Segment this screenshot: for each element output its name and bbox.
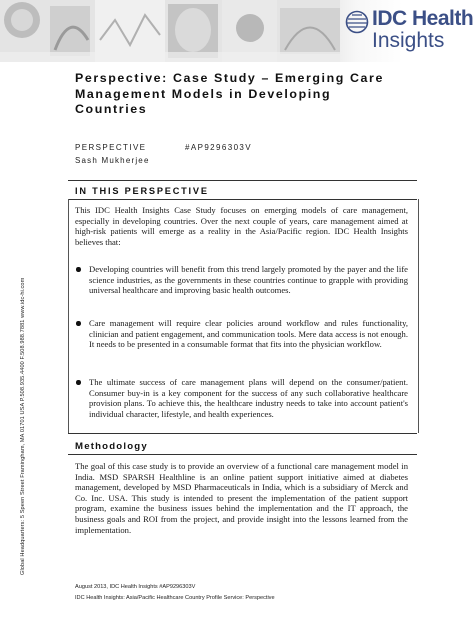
intro-paragraph: This IDC Health Insights Case Study focuses on emerging models of care management, especially in developing countries. Over the next couple of years, care management aimed at high-risk patients will emerge as a reality in the Asia/Pacific region. IDC Health Insights believes that: xyxy=(75,205,408,247)
document-type-label: PERSPECTIVE xyxy=(75,143,147,152)
bullet-icon xyxy=(76,321,81,326)
document-number: #AP9296303V xyxy=(185,143,253,152)
bullet-text: Care management will require clear policies around workflow and rules functionality, clinician and patient engagement, and communication tools. Mere data access is not enough. It needs to be presented in a consumable format that fits into the physician workflow. xyxy=(89,318,408,350)
idc-globe-logo-icon xyxy=(345,10,369,34)
brand-name-line2: Insights xyxy=(372,29,445,52)
brand-logo xyxy=(372,8,473,51)
document-title: Perspective: Case Study – Emerging Care Management Models in Developing Countries xyxy=(75,71,384,116)
section-top-rule xyxy=(68,180,417,181)
brand-name-line1: IDC Health xyxy=(372,7,474,30)
bullet-icon xyxy=(76,380,81,385)
author-name: Sash Mukherjee xyxy=(75,156,150,165)
methodology-heading: Methodology xyxy=(75,441,148,452)
medical-collage-image xyxy=(0,0,340,62)
methodology-heading-rule xyxy=(68,454,417,455)
bullet-text: The ultimate success of care management plans will depend on the consumer/patient. Consumer buy-in is a key component for the success of any such collaborative healthcare provision plans. To achieve this, the healthcare industry needs to take into account patient's individual character, lifestyle, and health experiences. xyxy=(89,377,408,419)
footer-date-line: August 2013, IDC Health Insights #AP9296303V xyxy=(75,584,196,590)
bullet-text: Developing countries will benefit from this trend largely promoted by the payer and the life science industries, as the governments in these countries continue to grapple with providing universal healthcare and improving basic health outcomes. xyxy=(89,264,408,296)
headquarters-address: Global Headquarters: 5 Speen Street Framingham, MA 01701 USA P.508.935.4400 F.508.988.7881 www.idc-hi.com xyxy=(20,277,26,575)
in-this-perspective-heading: IN THIS PERSPECTIVE xyxy=(75,186,209,196)
methodology-paragraph: The goal of this case study is to provide an overview of a functional care management model in India. MSD SPARSH Healthline is an online patient support initiative aimed at diabetes management, developed by MSD Pharmaceuticals in India, which is a subsidiary of Merck and Co. Inc. USA. This study is intended to present the implementation of the patient support program, examine the business issues behind the implementation and the IT approach, the business goals and ROI from the project, and provide insight into the lessons learned from the implementation. xyxy=(75,461,408,535)
footer-service-line: IDC Health Insights: Asia/Pacific Healthcare Country Profile Service: Perspective xyxy=(75,595,275,601)
bullet-icon xyxy=(76,267,81,272)
methodology-top-rule xyxy=(68,433,417,434)
header-banner xyxy=(0,0,474,62)
